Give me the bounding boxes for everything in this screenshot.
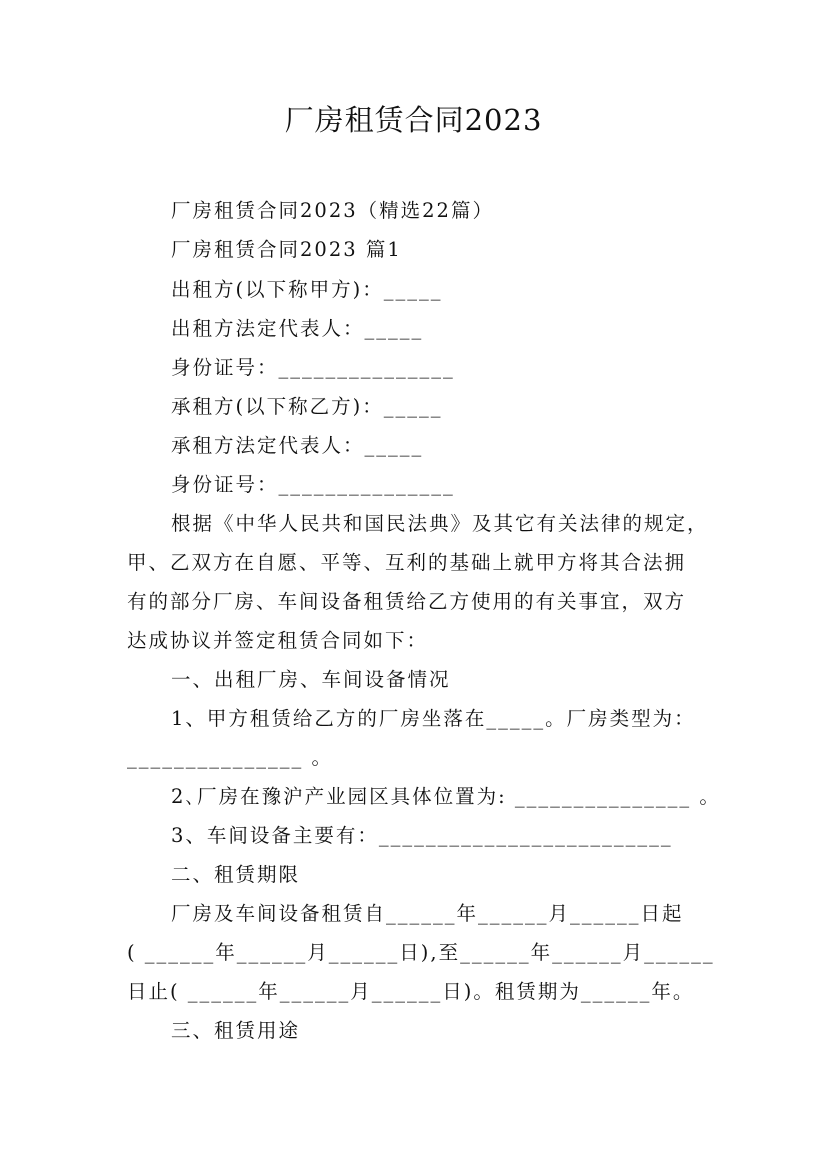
text-line-lessor-rep: 出租方法定代表人：_____ bbox=[171, 317, 424, 340]
text-line-term-2: ( ______年______月______日),至______年______月______ bbox=[127, 941, 715, 964]
text-line-term-1: 厂房及车间设备租赁自______年______月______日起 bbox=[171, 902, 684, 925]
text-line-lessee-id: 身份证号：_______________ bbox=[171, 473, 455, 496]
text-line-lessor-id: 身份证号：_______________ bbox=[171, 356, 455, 379]
text-line-item-3: 3、车间设备主要有：_________________________ bbox=[171, 824, 673, 847]
text-line-lessee-rep: 承租方法定代表人：_____ bbox=[171, 434, 424, 457]
text-line-para-1: 根据《中华人民共和国民法典》及其它有关法律的规定， bbox=[171, 512, 709, 535]
text-line-chapter: 厂房租赁合同2023 篇1 bbox=[171, 238, 402, 261]
text-line-item-1-cont: _______________ 。 bbox=[127, 746, 333, 769]
text-line-term-3: 日止( ______年______月______日)。租赁期为______年。 bbox=[127, 980, 695, 1003]
text-line-para-4: 达成协议并签定租赁合同如下： bbox=[127, 629, 429, 652]
text-line-item-2: 2､厂房在豫沪产业园区具体位置为: _______________ 。 bbox=[171, 785, 721, 808]
text-line-lessee: 承租方(以下称乙方)：_____ bbox=[171, 395, 443, 418]
section-heading-1: 一、出租厂房、车间设备情况 bbox=[171, 668, 451, 691]
text-line-lessor: 出租方(以下称甲方)：_____ bbox=[171, 278, 443, 301]
section-heading-2: 二、租赁期限 bbox=[171, 863, 301, 886]
text-line-para-2: 甲、乙双方在自愿、平等、互利的基础上就甲方将其合法拥 bbox=[127, 551, 687, 574]
document-title: 厂房租赁合同2023 bbox=[284, 103, 543, 137]
section-heading-3: 三、租赁用途 bbox=[171, 1019, 301, 1042]
text-line-para-3: 有的部分厂房、车间设备租赁给乙方使用的有关事宜，双方 bbox=[127, 590, 687, 613]
text-line-item-1: 1、甲方租赁给乙方的厂房坐落在_____。厂房类型为： bbox=[171, 707, 696, 730]
text-line-subtitle: 厂房租赁合同2023（精选22篇） bbox=[171, 199, 494, 222]
